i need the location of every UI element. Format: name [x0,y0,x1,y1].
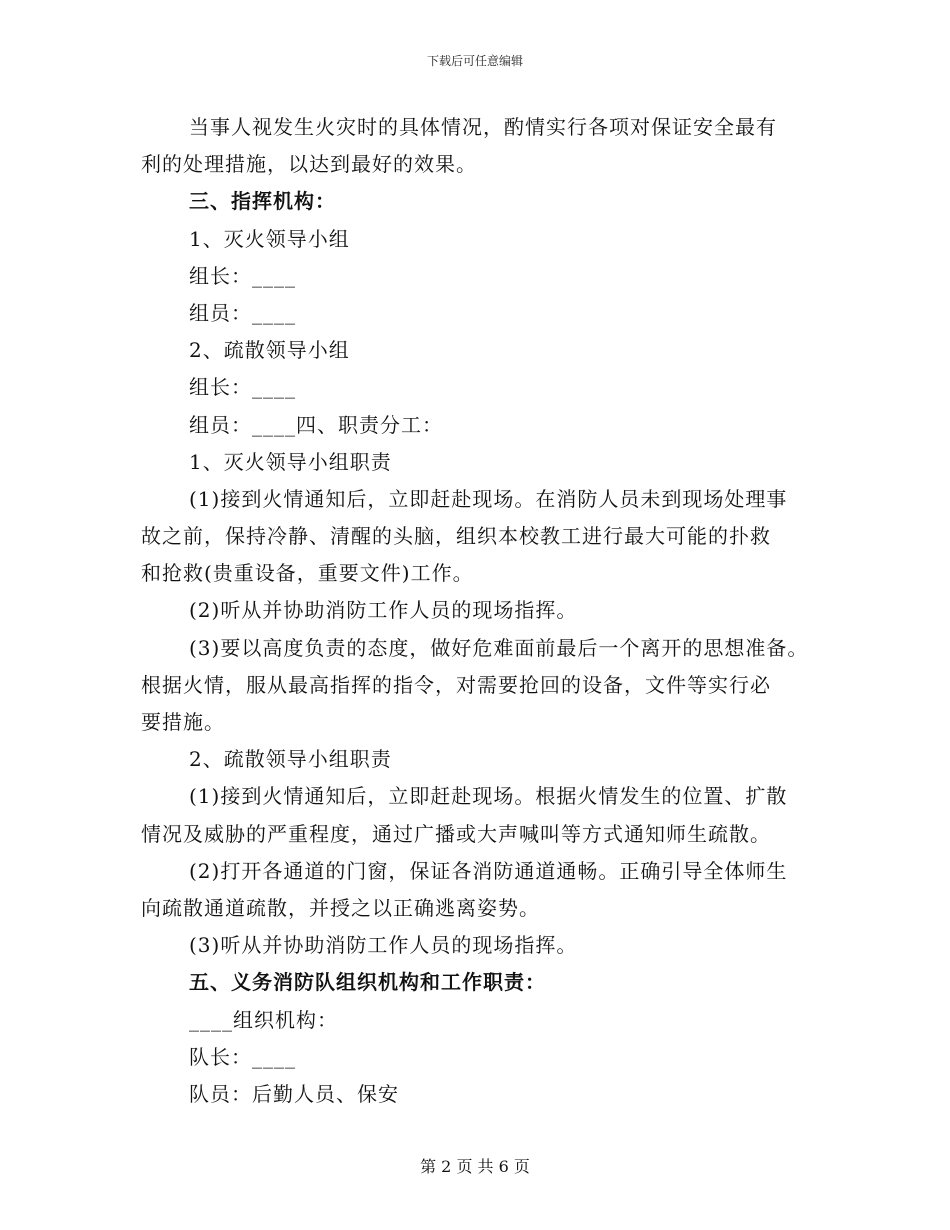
section-heading: 五、义务消防队组织机构和工作职责： [189,970,546,995]
paragraph-line: 利的处理措施，以达到最好的效果。 [141,152,477,177]
paragraph-line: 队员：后勤人员、保安 [189,1081,399,1106]
document-body [141,109,831,1113]
paragraph-line: 和抢救(贵重设备，重要文件)工作。 [141,561,474,586]
paragraph-line: (3)听从并协助消防工作人员的现场指挥。 [189,933,578,958]
paragraph-line: 组员：____四、职责分工： [189,412,443,437]
paragraph-line: 根据火情，服从最高指挥的指令，对需要抢回的设备，文件等实行必 [141,672,771,697]
page-number: 第 2 页 共 6 页 [420,1157,530,1176]
paragraph-line: 要措施。 [141,710,225,734]
paragraph-line: 向疏散通道疏散，并授之以正确逃离姿势。 [141,895,540,920]
paragraph-line: 队长：____ [189,1044,296,1069]
paragraph-line: (1)接到火情通知后，立即赶赴现场。在消防人员未到现场处理事 [189,486,788,511]
subsection-heading: 1、灭火领导小组职责 [189,449,392,474]
paragraph-line: 组员：____ [189,300,296,325]
section-heading: 三、指挥机构： [189,189,336,214]
paragraph-line: 组长：____ [189,263,296,288]
paragraph-line: 当事人视发生火灾时的具体情况，酌情实行各项对保证安全最有 [189,115,777,139]
subsection-heading: 2、疏散领导小组 [189,338,350,363]
paragraph-line: (2)打开各通道的门窗，保证各消防通道通畅。正确引导全体师生 [189,858,788,883]
paragraph-line: (3)要以高度负责的态度，做好危难面前最后一个离开的思想准备。 [189,635,809,660]
paragraph-line: (1)接到火情通知后，立即赶赴现场。根据火情发生的位置、扩散 [189,784,788,809]
paragraph-line: ____组织机构： [189,1007,338,1032]
paragraph-line: (2)听从并协助消防工作人员的现场指挥。 [189,598,578,623]
subsection-heading: 1、灭火领导小组 [189,226,350,251]
paragraph-line: 故之前，保持冷静、清醒的头脑，组织本校教工进行最大可能的扑救 [141,524,771,549]
page-header-note: 下载后可任意编辑 [426,54,523,68]
paragraph-line: 组长：____ [189,375,296,400]
subsection-heading: 2、疏散领导小组职责 [189,747,392,772]
paragraph-line: 情况及威胁的严重程度，通过广播或大声喊叫等方式通知师生疏散。 [141,821,771,846]
